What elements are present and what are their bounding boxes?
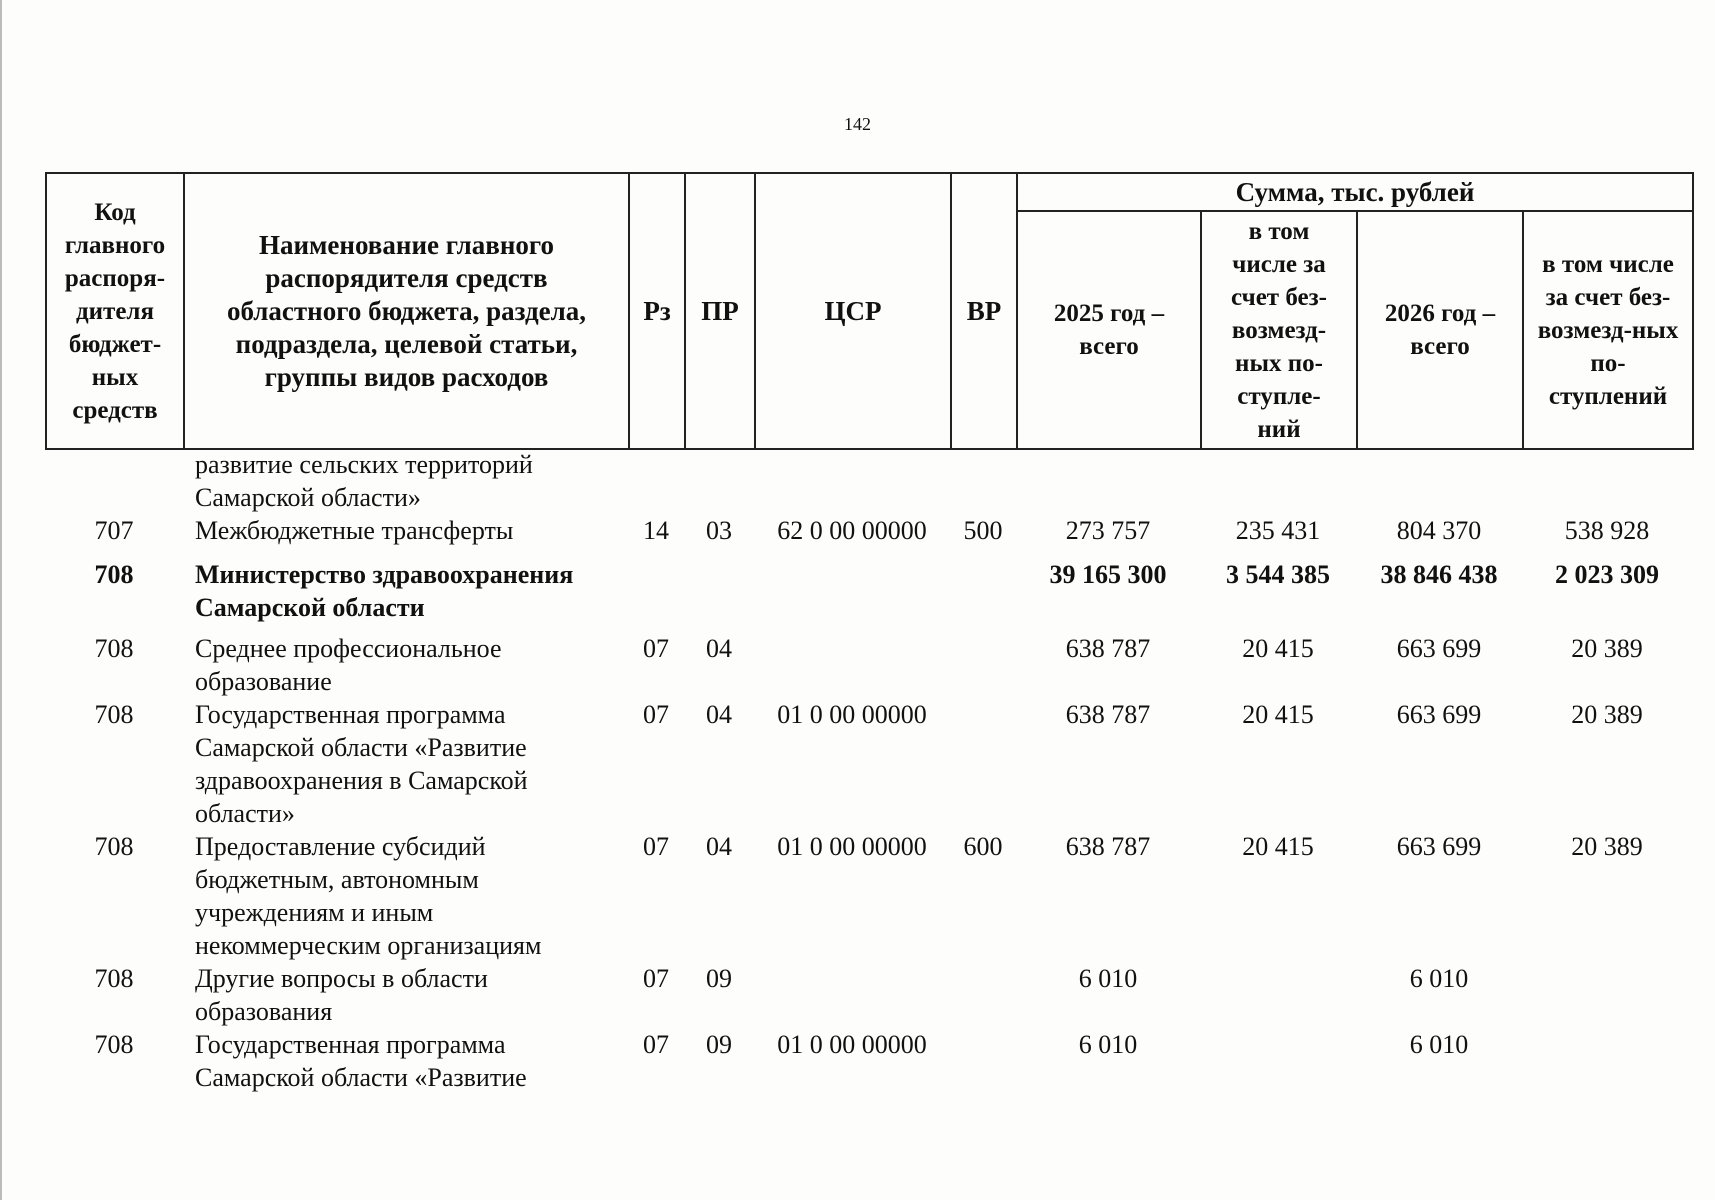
cell-2026-grants: 20 389 [1571,832,1643,861]
name-line: Самарской области «Развитие [195,1063,527,1092]
cell-2025-total: 638 787 [1065,634,1151,663]
name-line: бюджетным, автономным [195,865,479,894]
cell-2026-grants [1522,962,1692,1028]
cell-code: 708 [94,832,134,861]
cell-rz: 14 [643,516,669,545]
name-line: Министерство здравоохранения [195,560,574,589]
name-line: Государственная программа [195,1030,506,1059]
cell-name [183,698,628,830]
budget-table-body [45,448,1692,1094]
cell-2025-total: 39 165 300 [1049,560,1167,589]
cell-name [183,830,628,962]
cell-rz: 07 [643,634,669,663]
cell-code: 708 [94,700,134,729]
header-2025-total: 2025 год – всего [1017,211,1201,449]
name-line: области» [195,799,295,828]
cell-csr [754,632,950,698]
cell-2025-total: 6 010 [1078,964,1138,993]
cell-2026-total: 663 699 [1396,634,1482,663]
cell-vr [950,698,1016,830]
cell-2026-grants [1522,448,1692,514]
cell-2025-grants: 3 544 385 [1226,560,1330,589]
cell-csr [754,448,950,514]
cell-vr [950,1028,1016,1094]
cell-pr: 04 [706,700,732,729]
cell-name [183,632,628,698]
cell-2025-total: 638 787 [1065,832,1151,861]
cell-2026-total: 6 010 [1409,964,1469,993]
name-line: Государственная программа [195,700,506,729]
cell-rz [628,558,684,624]
header-code: Код главного распоря-дителя бюджет-ных средств [46,173,184,449]
cell-2025-grants: 235 431 [1235,516,1321,545]
header-pr: ПР [685,173,755,449]
cell-2025-grants: 20 415 [1242,832,1314,861]
name-line: Самарской области «Развитие [195,733,527,762]
cell-2025-grants [1200,962,1356,1028]
cell-2026-total: 663 699 [1396,700,1482,729]
cell-2025-total: 6 010 [1078,1030,1138,1059]
cell-2025-grants: 20 415 [1242,634,1314,663]
cell-name [183,514,628,547]
table-row [45,1028,1692,1094]
cell-2025-grants [1200,1028,1356,1094]
table-row [45,830,1692,962]
cell-name [183,1028,628,1094]
name-line: учреждениям и иным [195,898,434,927]
cell-2026-grants [1522,1028,1692,1094]
name-line: Среднее профессиональное [195,634,502,663]
cell-pr [684,448,754,514]
name-line: образования [195,997,333,1026]
cell-vr [950,632,1016,698]
cell-code: 708 [94,1030,134,1059]
cell-rz: 07 [643,832,669,861]
cell-2026-total: 804 370 [1396,516,1482,545]
cell-2026-grants: 20 389 [1571,634,1643,663]
header-rz: Рз [629,173,685,449]
cell-2026-total: 6 010 [1409,1030,1469,1059]
cell-name [183,558,628,624]
cell-2026-total: 38 846 438 [1380,560,1498,589]
cell-name [183,962,628,1028]
header-sum: Сумма, тыс. рублей [1017,173,1693,211]
cell-pr [684,558,754,624]
cell-2025-grants: 20 415 [1242,700,1314,729]
cell-csr: 01 0 00 00000 [777,1030,927,1059]
table-row [45,448,1692,514]
cell-2026-grants: 20 389 [1571,700,1643,729]
cell-code: 708 [94,634,134,663]
table-row [45,698,1692,830]
cell-2026-grants: 2 023 309 [1555,560,1659,589]
cell-2025-total [1016,448,1200,514]
header-name: Наименование главного распорядителя средств областного бюджета, раздела, подраздела, целевой статьи, группы видов расходов [184,173,629,449]
name-line: здравоохранения в Самарской [195,766,528,795]
header-csr: ЦСР [755,173,951,449]
cell-vr: 500 [963,516,1003,545]
cell-rz [628,448,684,514]
cell-2025-total: 638 787 [1065,700,1151,729]
cell-csr: 62 0 00 00000 [777,516,927,545]
cell-name [183,448,628,514]
cell-pr: 04 [706,832,732,861]
cell-rz: 07 [643,964,669,993]
cell-pr: 09 [706,964,732,993]
header-vr: ВР [951,173,1017,449]
cell-csr: 01 0 00 00000 [777,832,927,861]
name-line: Самарской области» [195,483,421,512]
cell-code: 708 [94,964,134,993]
page-number: 142 [844,114,871,134]
cell-csr [754,962,950,1028]
cell-pr: 09 [706,1030,732,1059]
scan-edge [0,0,2,1200]
cell-code: 708 [94,560,134,589]
cell-code: 707 [94,516,134,545]
name-line: образование [195,667,332,696]
cell-vr [950,962,1016,1028]
cell-rz: 07 [643,1030,669,1059]
table-row [45,632,1692,698]
name-line: Другие вопросы в области [195,964,488,993]
name-line: развитие сельских территорий [195,450,533,479]
header-2026-grants: в том числе за счет без-возмезд-ных по-ступлений [1523,211,1693,449]
cell-csr: 01 0 00 00000 [777,700,927,729]
name-line: Предоставление субсидий [195,832,486,861]
cell-pr: 03 [706,516,732,545]
cell-vr [950,448,1016,514]
cell-2026-total: 663 699 [1396,832,1482,861]
cell-pr: 04 [706,634,732,663]
cell-2026-total [1356,448,1522,514]
cell-vr [950,558,1016,624]
name-line: Межбюджетные трансферты [195,516,514,545]
cell-2025-grants [1200,448,1356,514]
table-row [45,962,1692,1028]
cell-2025-total: 273 757 [1065,516,1151,545]
header-2026-total: 2026 год – всего [1357,211,1523,449]
cell-code [45,448,183,514]
cell-csr [754,558,950,624]
table-row [45,558,1692,624]
name-line: Самарской области [195,593,425,622]
cell-vr: 600 [963,832,1003,861]
name-line: некоммерческим организациям [195,931,542,960]
table-row [45,514,1692,547]
header-2025-grants: в том числе за счет без-возмезд-ных по-ступле-ний [1201,211,1357,449]
cell-rz: 07 [643,700,669,729]
cell-2026-grants: 538 928 [1564,516,1650,545]
budget-table-header [45,172,1694,450]
